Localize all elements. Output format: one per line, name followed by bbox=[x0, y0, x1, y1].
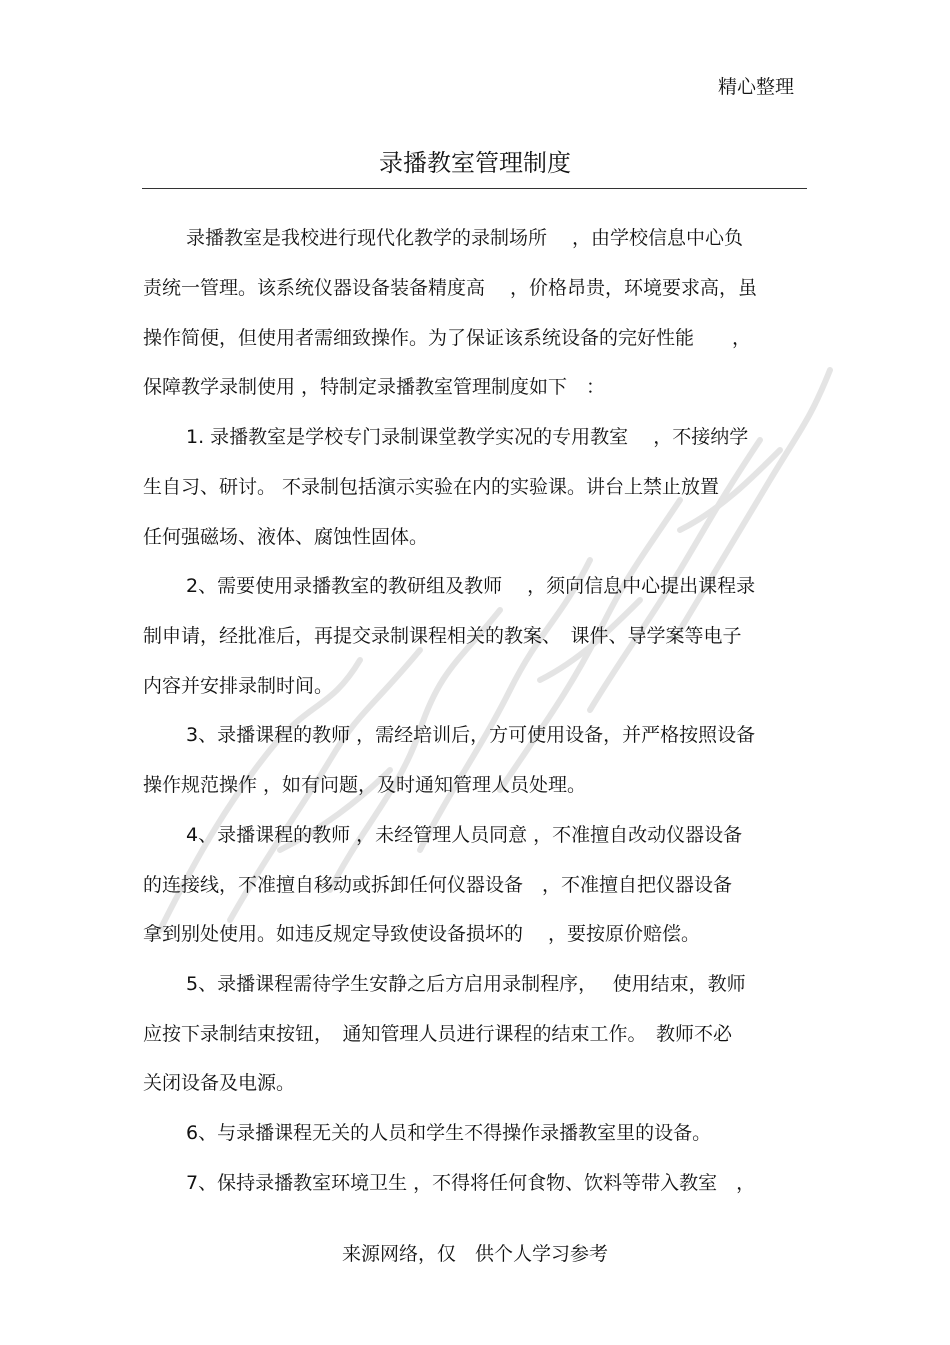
body-line-4: 保障教学录制使用 ，特制定录播教室管理制度如下 ： bbox=[143, 376, 606, 398]
rule-7-line-1: 7、保持录播教室环境卫生 ，不得将任何食物、饮料等带入教室 ， bbox=[186, 1172, 756, 1194]
rule-4-line-3: 拿到别处使用。如违反规定导致使设备损坏的 ，要按原价赔偿。 bbox=[143, 923, 701, 945]
rule-1-line-3: 任何强磁场、液体、腐蚀性固体。 bbox=[143, 526, 429, 548]
header-note: 精心整理 bbox=[718, 76, 795, 98]
rule-2-line-1: 2、需要使用录播教室的教研组及教师 ，须向信息中心提出课程录 bbox=[186, 575, 756, 597]
rule-5-line-3: 关闭设备及电源。 bbox=[143, 1072, 296, 1094]
rule-2-line-3: 内容并安排录制时间。 bbox=[143, 675, 334, 697]
footer-note: 来源网络，仅 供个人学习参考 bbox=[341, 1243, 608, 1265]
rule-4-line-1: 4、录播课程的教师 ，未经管理人员同意 ，不准擅自改动仪器设备 bbox=[186, 824, 743, 846]
body-line-2: 责统一管理。该系统仪器设备装备精度高 ，价格昂贵，环境要求高，虽 bbox=[143, 277, 758, 299]
rule-1-line-1: 1. 录播教室是学校专门录制课堂教学实况的专用教室 ，不接纳学 bbox=[186, 426, 749, 448]
rule-1-line-2: 生自习、研讨。 不录制包括演示实验在内的实验课。讲台上禁止放置 bbox=[143, 476, 720, 498]
body-line-1: 录播教室是我校进行现代化教学的录制场所 ，由学校信息中心负 bbox=[186, 227, 744, 249]
rule-4-line-2: 的连接线，不准擅自移动或拆卸任何仪器设备 ，不准擅自把仪器设备 bbox=[143, 874, 733, 896]
rule-3-line-1: 3、录播课程的教师 ，需经培训后，方可使用设备，并严格按照设备 bbox=[186, 724, 756, 746]
rule-5-line-2: 应按下录制结束按钮， 通知管理人员进行课程的结束工作。 教师不必 bbox=[143, 1023, 733, 1045]
rule-5-line-1: 5、录播课程需待学生安静之后方启用录制程序， 使用结束，教师 bbox=[186, 973, 746, 995]
title-underline bbox=[142, 188, 807, 189]
rule-2-line-2: 制申请，经批准后，再提交录制课程相关的教案、 课件、导学案等电子 bbox=[143, 625, 742, 647]
rule-3-line-2: 操作规范操作 ，如有问题，及时通知管理人员处理。 bbox=[143, 774, 587, 796]
rule-6-line-1: 6、与录播课程无关的人员和学生不得操作录播教室里的设备。 bbox=[186, 1122, 712, 1144]
body-line-3: 操作简便，但使用者需细致操作。为了保证该系统设备的完好性能 ， bbox=[143, 327, 752, 349]
page-title: 录播教室管理制度 bbox=[379, 149, 571, 177]
